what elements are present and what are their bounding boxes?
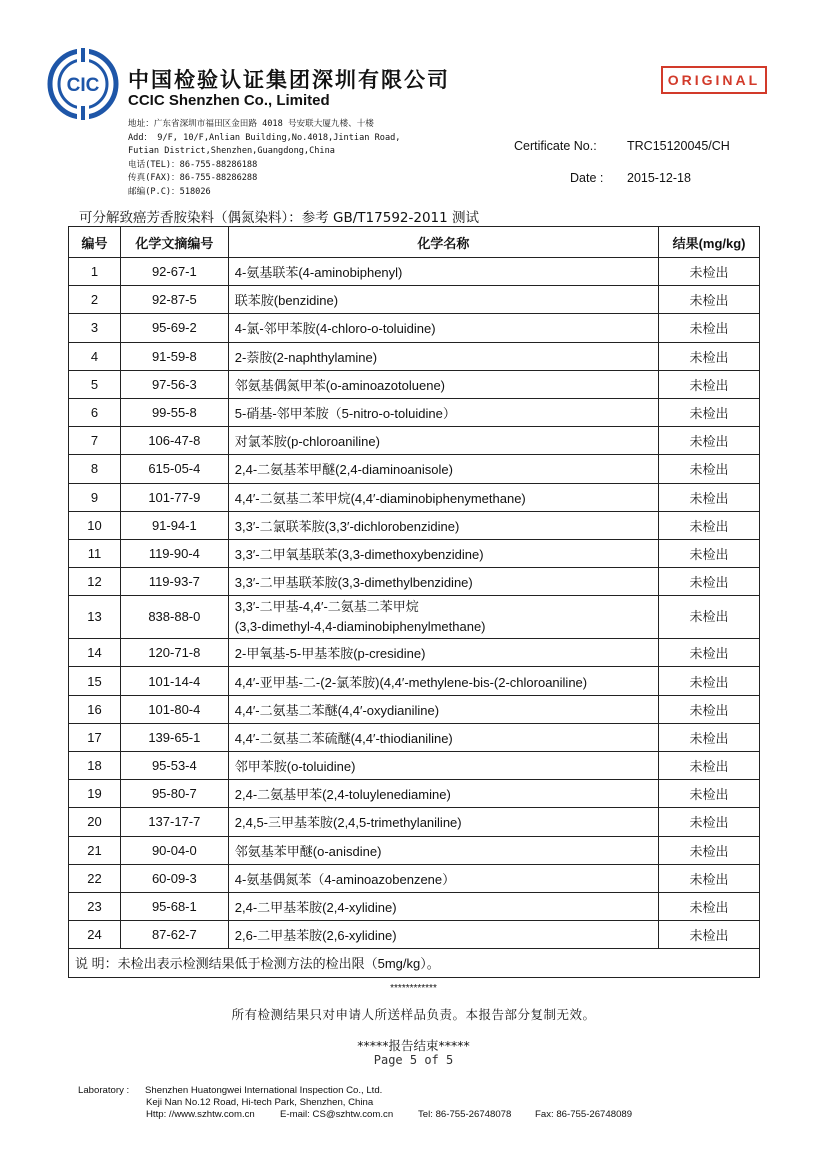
row-number: 23 [69,892,121,920]
cas-number: 90-04-0 [120,836,228,864]
note: 说 明：未检出表示检测结果低于检测方法的检出限（5mg/kg）。 [69,949,760,977]
row-number: 14 [69,639,121,667]
table-row [69,667,760,695]
result-value: 未检出 [659,752,760,780]
row-number: 6 [69,398,121,426]
note-row [69,949,760,977]
row-number: 11 [69,539,121,567]
cas-number: 101-80-4 [120,695,228,723]
disclaimer: 所有检测结果只对申请人所送样品负责。本报告部分复制无效。 [231,1007,596,1022]
certificate-number: TRC15120045/CH [627,139,730,153]
chemical-name: 3,3′-二甲氧基联苯(3,3-dimethoxybenzidine) [228,539,658,567]
lab-name: Shenzhen Huatongwei International Inspection Co., Ltd. [145,1085,383,1096]
table-row [69,286,760,314]
cas-number: 139-65-1 [120,723,228,751]
lab-address: Keji Nan No.12 Road, Hi-tech Park, Shenzhen, China [146,1097,374,1108]
row-number: 20 [69,808,121,836]
cas-number: 95-68-1 [120,892,228,920]
cas-number: 92-87-5 [120,286,228,314]
table-row [69,568,760,596]
table-row [69,921,760,949]
lab-website: Http: //www.szhtw.com.cn [146,1109,255,1120]
header-result: 结果(mg/kg) [659,227,760,258]
chemical-name: 对氯苯胺(p-chloroaniline) [228,427,658,455]
chemical-name: 4,4′-亚甲基-二-(2-氯苯胺)(4,4′-methylene-bis-(2-chloroaniline) [228,667,658,695]
cas-number: 95-69-2 [120,314,228,342]
result-value: 未检出 [659,864,760,892]
result-value: 未检出 [659,639,760,667]
result-value: 未检出 [659,539,760,567]
cas-number: 120-71-8 [120,639,228,667]
table-row [69,258,760,286]
cas-number: 91-59-8 [120,342,228,370]
table-row [69,892,760,920]
cas-number: 60-09-3 [120,864,228,892]
logo-text: CIC [66,75,100,96]
chemical-name: 4,4′-二氨基二苯甲烷(4,4′-diaminobiphenymethane) [228,483,658,511]
result-value: 未检出 [659,780,760,808]
result-value: 未检出 [659,921,760,949]
result-value: 未检出 [659,370,760,398]
table-row [69,864,760,892]
cas-number: 838-88-0 [120,596,228,639]
results-table [68,226,760,978]
result-value: 未检出 [659,258,760,286]
chemical-name: 2,4-二氨基苯甲醚(2,4-diaminoanisole) [228,455,658,483]
cas-number: 99-55-8 [120,398,228,426]
end-stars: ************ [390,983,437,994]
table-row [69,596,760,639]
cas-number: 92-67-1 [120,258,228,286]
result-value: 未检出 [659,511,760,539]
row-number: 2 [69,286,121,314]
table-row [69,398,760,426]
table-row [69,314,760,342]
company-address [128,118,400,200]
result-value: 未检出 [659,836,760,864]
chemical-name: 4,4′-二氨基二苯醚(4,4′-oxydianiline) [228,695,658,723]
header-cas: 化学文摘编号 [120,227,228,258]
address-line: 传真(FAX)：86-755-88286288 [128,173,258,184]
chemical-name: 2-萘胺(2-naphthylamine) [228,342,658,370]
table-header-row [69,227,760,258]
page-number: Page 5 of 5 [373,1053,454,1067]
chemical-name: 3,3′-二甲基联苯胺(3,3-dimethylbenzidine) [228,568,658,596]
chemical-name: 2,4-二甲基苯胺(2,4-xylidine) [228,892,658,920]
cas-number: 119-93-7 [120,568,228,596]
chemical-name: 4-氨基偶氮苯（4-aminoazobenzene） [228,864,658,892]
table-row [69,836,760,864]
chemical-name: 联苯胺(benzidine) [228,286,658,314]
chemical-name [228,596,658,639]
row-number: 3 [69,314,121,342]
header-name: 化学名称 [228,227,658,258]
original-stamp: ORIGINAL [661,66,767,94]
chemical-name: 4-氯-邻甲苯胺(4-chloro-o-toluidine) [228,314,658,342]
table-row [69,780,760,808]
chemical-name: 3,3′-二氯联苯胺(3,3′-dichlorobenzidine) [228,511,658,539]
address-line: 电话(TEL)：86-755-88286188 [128,159,258,170]
table-row [69,455,760,483]
cas-number: 95-80-7 [120,780,228,808]
lab-email: E-mail: CS@szhtw.com.cn [280,1109,394,1120]
cas-number: 91-94-1 [120,511,228,539]
row-number: 9 [69,483,121,511]
chemical-name: 5-硝基-邻甲苯胺（5-nitro-o-toluidine） [228,398,658,426]
chemical-name: 邻氨基偶氮甲苯(o-aminoazotoluene) [228,370,658,398]
row-number: 22 [69,864,121,892]
result-value: 未检出 [659,892,760,920]
table-row [69,483,760,511]
table-row [69,808,760,836]
table-row [69,723,760,751]
cas-number: 101-14-4 [120,667,228,695]
company-name-en: CCIC Shenzhen Co., Limited [128,92,330,109]
report-date: 2015-12-18 [627,171,691,185]
chemical-name: 2,4,5-三甲基苯胺(2,4,5-trimethylaniline) [228,808,658,836]
lab-tel: Tel: 86-755-26748078 [418,1109,512,1120]
result-value: 未检出 [659,695,760,723]
chemical-name: 2,4-二氨基甲苯(2,4-toluylenediamine) [228,780,658,808]
chemical-name: 2,6-二甲基苯胺(2,6-xylidine) [228,921,658,949]
table-row [69,370,760,398]
ccic-logo [47,48,119,120]
row-number: 19 [69,780,121,808]
row-number: 5 [69,370,121,398]
cas-number: 101-77-9 [120,483,228,511]
table-row [69,639,760,667]
row-number: 16 [69,695,121,723]
address-line: 邮编(P.C)：518026 [128,186,211,197]
result-value: 未检出 [659,342,760,370]
cas-number: 119-90-4 [120,539,228,567]
cas-number: 137-17-7 [120,808,228,836]
row-number: 8 [69,455,121,483]
chemical-name: 邻甲苯胺(o-toluidine) [228,752,658,780]
table-row [69,511,760,539]
chemical-name: 邻氨基苯甲醚(o-anisdine) [228,836,658,864]
company-name-cn: 中国检验认证集团深圳有限公司 [128,68,450,92]
lab-fax: Fax: 86-755-26748089 [535,1109,633,1120]
result-value: 未检出 [659,667,760,695]
result-value: 未检出 [659,568,760,596]
row-number: 15 [69,667,121,695]
cas-number: 95-53-4 [120,752,228,780]
lab-label: Laboratory : [78,1085,130,1096]
address-line: Futian District,Shenzhen,Guangdong,China [128,146,335,157]
table-row [69,342,760,370]
table-row [69,752,760,780]
certificate-number-label: Certificate No.: [514,139,597,153]
report-end-mark: *****报告结束***** [357,1038,470,1053]
table-row [69,539,760,567]
result-value: 未检出 [659,398,760,426]
test-subtitle: 可分解致癌芳香胺染料（偶氮染料）：参考 GB/T17592-2011 测试 [79,210,480,226]
header-no: 编号 [69,227,121,258]
result-value: 未检出 [659,314,760,342]
row-number: 17 [69,723,121,751]
chemical-name-line: (3,3-dimethyl-4,4-diaminobiphenylmethane) [234,619,486,635]
row-number: 21 [69,836,121,864]
result-value: 未检出 [659,427,760,455]
table-row [69,695,760,723]
address-line: 地址：广东省深圳市福田区金田路 4018 号安联大厦九楼、十楼 [128,119,374,129]
row-number: 10 [69,511,121,539]
chemical-name-line: 3,3′-二甲基-4,4′-二氨基二苯甲烷 [234,599,419,615]
result-value: 未检出 [659,455,760,483]
chemical-name: 4-氨基联苯(4-aminobiphenyl) [228,258,658,286]
result-value: 未检出 [659,286,760,314]
cas-number: 97-56-3 [120,370,228,398]
row-number: 1 [69,258,121,286]
address-line: Add： 9/F, 10/F,Anlian Building,No.4018,Jintian Road, [128,132,401,143]
cas-number: 87-62-7 [120,921,228,949]
row-number: 13 [69,596,121,639]
row-number: 4 [69,342,121,370]
table-row [69,427,760,455]
row-number: 7 [69,427,121,455]
result-value: 未检出 [659,483,760,511]
row-number: 24 [69,921,121,949]
cas-number: 615-05-4 [120,455,228,483]
result-value: 未检出 [659,723,760,751]
row-number: 12 [69,568,121,596]
date-label: Date : [570,171,604,185]
result-value: 未检出 [659,808,760,836]
chemical-name: 4,4′-二氨基二苯硫醚(4,4′-thiodianiline) [228,723,658,751]
chemical-name: 2-甲氧基-5-甲基苯胺(p-cresidine) [228,639,658,667]
cas-number: 106-47-8 [120,427,228,455]
row-number: 18 [69,752,121,780]
result-value: 未检出 [659,596,760,639]
